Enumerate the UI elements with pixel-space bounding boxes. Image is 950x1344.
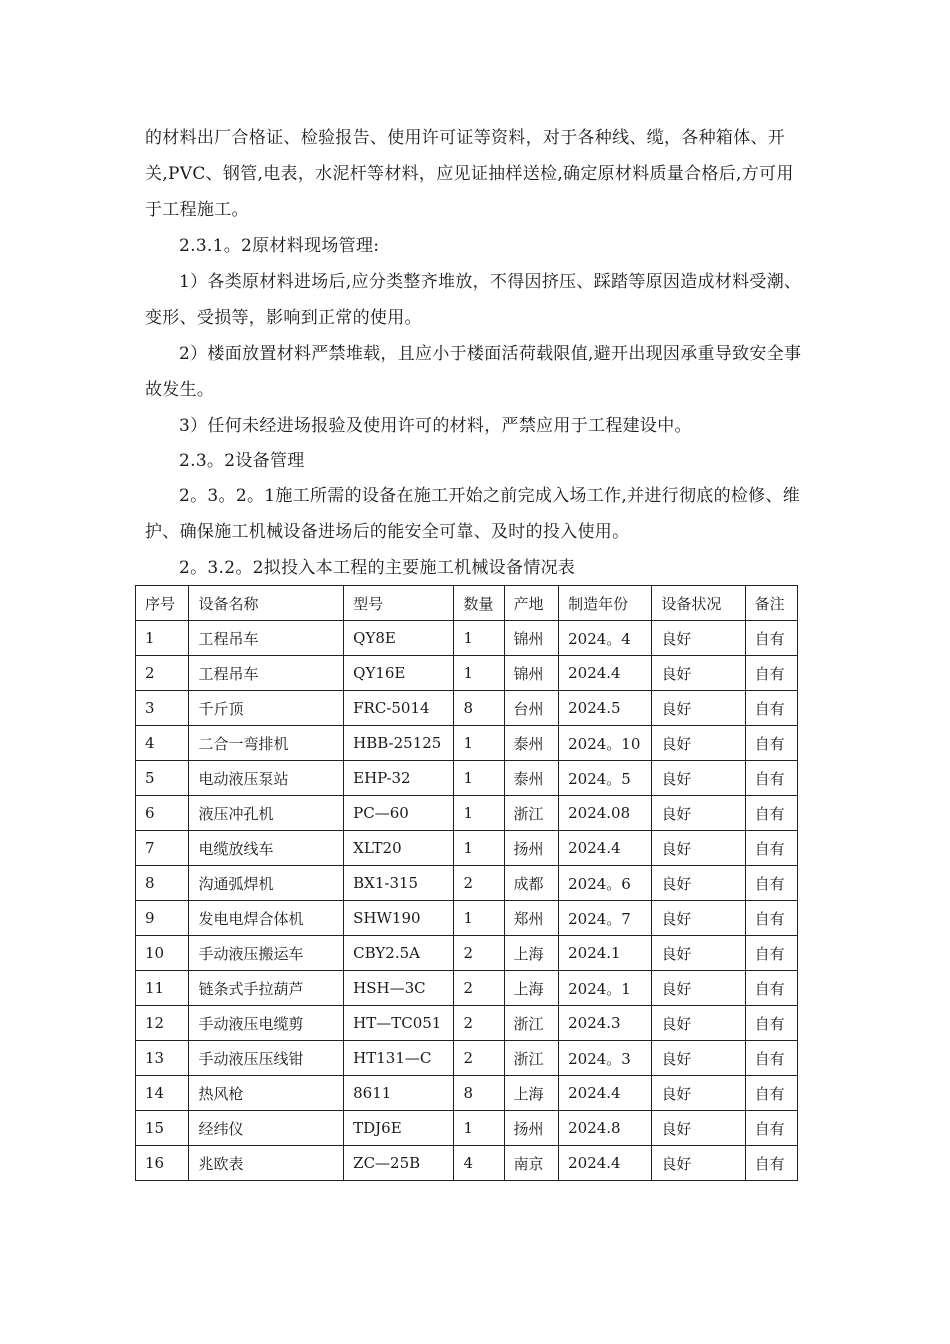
column-header: 序号 <box>136 586 189 621</box>
table-cell: 4 <box>136 726 189 761</box>
table-row <box>136 831 798 866</box>
table-cell: 自有 <box>745 1006 797 1041</box>
table-cell: 千斤顶 <box>189 691 344 726</box>
table-cell: 热风枪 <box>189 1076 344 1111</box>
table-cell: 1 <box>454 761 504 796</box>
table-cell: 浙江 <box>504 1041 559 1076</box>
table-cell: 经纬仪 <box>189 1111 344 1146</box>
table-cell: 4 <box>454 1146 504 1181</box>
table-row <box>136 901 798 936</box>
column-header: 制造年份 <box>559 586 652 621</box>
table-cell: 液压冲孔机 <box>189 796 344 831</box>
table-cell: 2024.1 <box>559 936 652 971</box>
table-cell: HSH—3C <box>344 971 454 1006</box>
table-cell: 11 <box>136 971 189 1006</box>
table-cell: 手动液压压线钳 <box>189 1041 344 1076</box>
table-row <box>136 866 798 901</box>
table-cell: 自有 <box>745 971 797 1006</box>
table-cell: FRC-5014 <box>344 691 454 726</box>
table-cell: HT—TC051 <box>344 1006 454 1041</box>
table-cell: 南京 <box>504 1146 559 1181</box>
table-cell: 15 <box>136 1111 189 1146</box>
column-header: 型号 <box>344 586 454 621</box>
table-cell: 自有 <box>745 761 797 796</box>
table-cell: 自有 <box>745 796 797 831</box>
table-row <box>136 971 798 1006</box>
table-cell: 2 <box>454 1006 504 1041</box>
heading-equipment-management: 2.3。2设备管理 <box>179 451 305 471</box>
table-cell: 6 <box>136 796 189 831</box>
table-cell: 自有 <box>745 621 797 656</box>
table-header-row <box>136 586 798 621</box>
table-row <box>136 1041 798 1076</box>
table-cell: 1 <box>136 621 189 656</box>
table-row <box>136 796 798 831</box>
table-row <box>136 761 798 796</box>
table-cell: 自有 <box>745 866 797 901</box>
paragraph-item-3: 3）任何未经进场报验及使用许可的材料，严禁应用于工程建设中。 <box>179 416 692 436</box>
table-cell: 良好 <box>652 1041 745 1076</box>
table-cell: 7 <box>136 831 189 866</box>
table-cell: 发电电焊合体机 <box>189 901 344 936</box>
table-cell: 浙江 <box>504 796 559 831</box>
column-header: 设备状况 <box>652 586 745 621</box>
table-cell: 自有 <box>745 656 797 691</box>
table-cell: TDJ6E <box>344 1111 454 1146</box>
table-cell: QY8E <box>344 621 454 656</box>
table-row <box>136 726 798 761</box>
column-header: 数量 <box>454 586 504 621</box>
table-cell: PC—60 <box>344 796 454 831</box>
table-cell: 8611 <box>344 1076 454 1111</box>
table-cell: 1 <box>454 901 504 936</box>
table-cell: 沟通弧焊机 <box>189 866 344 901</box>
table-cell: 1 <box>454 621 504 656</box>
table-cell: 良好 <box>652 726 745 761</box>
table-cell: HBB-25125 <box>344 726 454 761</box>
table-cell: 1 <box>454 726 504 761</box>
table-cell: 扬州 <box>504 1111 559 1146</box>
table-cell: 2 <box>454 1041 504 1076</box>
table-cell: 2024.4 <box>559 1146 652 1181</box>
table-cell: 良好 <box>652 1146 745 1181</box>
table-cell: 良好 <box>652 1006 745 1041</box>
table-cell: 2024。6 <box>559 866 652 901</box>
table-cell: 扬州 <box>504 831 559 866</box>
table-cell: 8 <box>454 691 504 726</box>
table-cell: XLT20 <box>344 831 454 866</box>
table-cell: 2 <box>454 866 504 901</box>
table-cell: 泰州 <box>504 726 559 761</box>
table-cell: SHW190 <box>344 901 454 936</box>
table-cell: 良好 <box>652 1076 745 1111</box>
table-cell: 兆欧表 <box>189 1146 344 1181</box>
table-cell: 泰州 <box>504 761 559 796</box>
table-cell: 自有 <box>745 936 797 971</box>
table-cell: 手动液压搬运车 <box>189 936 344 971</box>
table-cell: 锦州 <box>504 621 559 656</box>
table-cell: 电缆放线车 <box>189 831 344 866</box>
table-cell: 良好 <box>652 656 745 691</box>
table-cell: 良好 <box>652 761 745 796</box>
table-cell: HT131—C <box>344 1041 454 1076</box>
table-cell: 自有 <box>745 1076 797 1111</box>
table-cell: 14 <box>136 1076 189 1111</box>
table-cell: 二合一弯排机 <box>189 726 344 761</box>
column-header: 备注 <box>745 586 797 621</box>
table-cell: 良好 <box>652 866 745 901</box>
table-cell: 锦州 <box>504 656 559 691</box>
table-cell: 2024.5 <box>559 691 652 726</box>
table-cell: 10 <box>136 936 189 971</box>
table-row <box>136 1076 798 1111</box>
table-caption: 2。3.2。2拟投入本工程的主要施工机械设备情况表 <box>179 558 576 578</box>
table-cell: 2024.4 <box>559 831 652 866</box>
table-cell: 良好 <box>652 901 745 936</box>
column-header: 设备名称 <box>189 586 344 621</box>
table-cell: 2024。7 <box>559 901 652 936</box>
table-cell: 2024。3 <box>559 1041 652 1076</box>
table-cell: 自有 <box>745 1041 797 1076</box>
table-cell: 良好 <box>652 1111 745 1146</box>
table-cell: 9 <box>136 901 189 936</box>
table-cell: 良好 <box>652 796 745 831</box>
table-cell: 5 <box>136 761 189 796</box>
table-cell: 2024.3 <box>559 1006 652 1041</box>
paragraph-material-certificates: 的材料出厂合格证、检验报告、使用许可证等资料，对于各种线、缆，各种箱体、开关,PVC、钢管,电表，水泥杆等材料，应见证抽样送检,确定原材料质量合格后,方可用于工程施工。 <box>145 128 794 220</box>
heading-raw-material-site-management: 2.3.1。2原材料现场管理: <box>179 236 380 256</box>
table-cell: 2024.4 <box>559 656 652 691</box>
table-cell: 1 <box>454 796 504 831</box>
table-row <box>136 936 798 971</box>
table-cell: 自有 <box>745 901 797 936</box>
table-cell: 8 <box>454 1076 504 1111</box>
table-cell: 2024。1 <box>559 971 652 1006</box>
table-row <box>136 1006 798 1041</box>
table-cell: BX1-315 <box>344 866 454 901</box>
table-cell: 2024.4 <box>559 1076 652 1111</box>
table-cell: 上海 <box>504 1076 559 1111</box>
table-cell: 12 <box>136 1006 189 1041</box>
table-cell: 良好 <box>652 831 745 866</box>
table-cell: 手动液压电缆剪 <box>189 1006 344 1041</box>
table-cell: ZC—25B <box>344 1146 454 1181</box>
table-cell: 2 <box>454 936 504 971</box>
table-cell: 自有 <box>745 726 797 761</box>
table-cell: 2 <box>454 971 504 1006</box>
table-cell: 郑州 <box>504 901 559 936</box>
table-cell: 1 <box>454 831 504 866</box>
table-cell: 自有 <box>745 1146 797 1181</box>
table-cell: 2024.08 <box>559 796 652 831</box>
table-cell: 良好 <box>652 971 745 1006</box>
table-body <box>136 621 798 1181</box>
table-row <box>136 621 798 656</box>
equipment-table <box>135 585 798 1181</box>
table-cell: 成都 <box>504 866 559 901</box>
table-cell: QY16E <box>344 656 454 691</box>
table-cell: 台州 <box>504 691 559 726</box>
table-cell: 自有 <box>745 831 797 866</box>
table-cell: 上海 <box>504 936 559 971</box>
paragraph-equipment-entry: 2。3。2。1施工所需的设备在施工开始之前完成入场工作,并进行彻底的检修、维护、确保施工机械设备进场后的能安全可靠、及时的投入使用。 <box>145 486 801 542</box>
column-header: 产地 <box>504 586 559 621</box>
table-cell: 2024。10 <box>559 726 652 761</box>
table-row <box>136 1111 798 1146</box>
table-cell: 8 <box>136 866 189 901</box>
table-cell: 1 <box>454 656 504 691</box>
table-row <box>136 691 798 726</box>
table-cell: 2 <box>136 656 189 691</box>
table-cell: 3 <box>136 691 189 726</box>
table-cell: 浙江 <box>504 1006 559 1041</box>
table-cell: EHP-32 <box>344 761 454 796</box>
table-cell: 良好 <box>652 936 745 971</box>
table-cell: 1 <box>454 1111 504 1146</box>
table-cell: 16 <box>136 1146 189 1181</box>
table-cell: 链条式手拉葫芦 <box>189 971 344 1006</box>
table-cell: 工程吊车 <box>189 621 344 656</box>
table-cell: 良好 <box>652 621 745 656</box>
table-cell: 电动液压泵站 <box>189 761 344 796</box>
table-cell: 自有 <box>745 1111 797 1146</box>
table-cell: CBY2.5A <box>344 936 454 971</box>
paragraph-item-2: 2）楼面放置材料严禁堆载，且应小于楼面活荷载限值,避开出现因承重导致安全事故发生。 <box>145 344 802 400</box>
table-cell: 2024。4 <box>559 621 652 656</box>
table-cell: 自有 <box>745 691 797 726</box>
table-row <box>136 656 798 691</box>
table-cell: 工程吊车 <box>189 656 344 691</box>
table-cell: 2024。5 <box>559 761 652 796</box>
table-cell: 2024.8 <box>559 1111 652 1146</box>
paragraph-item-1: 1）各类原材料进场后,应分类整齐堆放，不得因挤压、踩踏等原因造成材料受潮、变形、受损等，影响到正常的使用。 <box>145 272 802 328</box>
table-cell: 13 <box>136 1041 189 1076</box>
table-cell: 良好 <box>652 691 745 726</box>
table-row <box>136 1146 798 1181</box>
table-cell: 上海 <box>504 971 559 1006</box>
